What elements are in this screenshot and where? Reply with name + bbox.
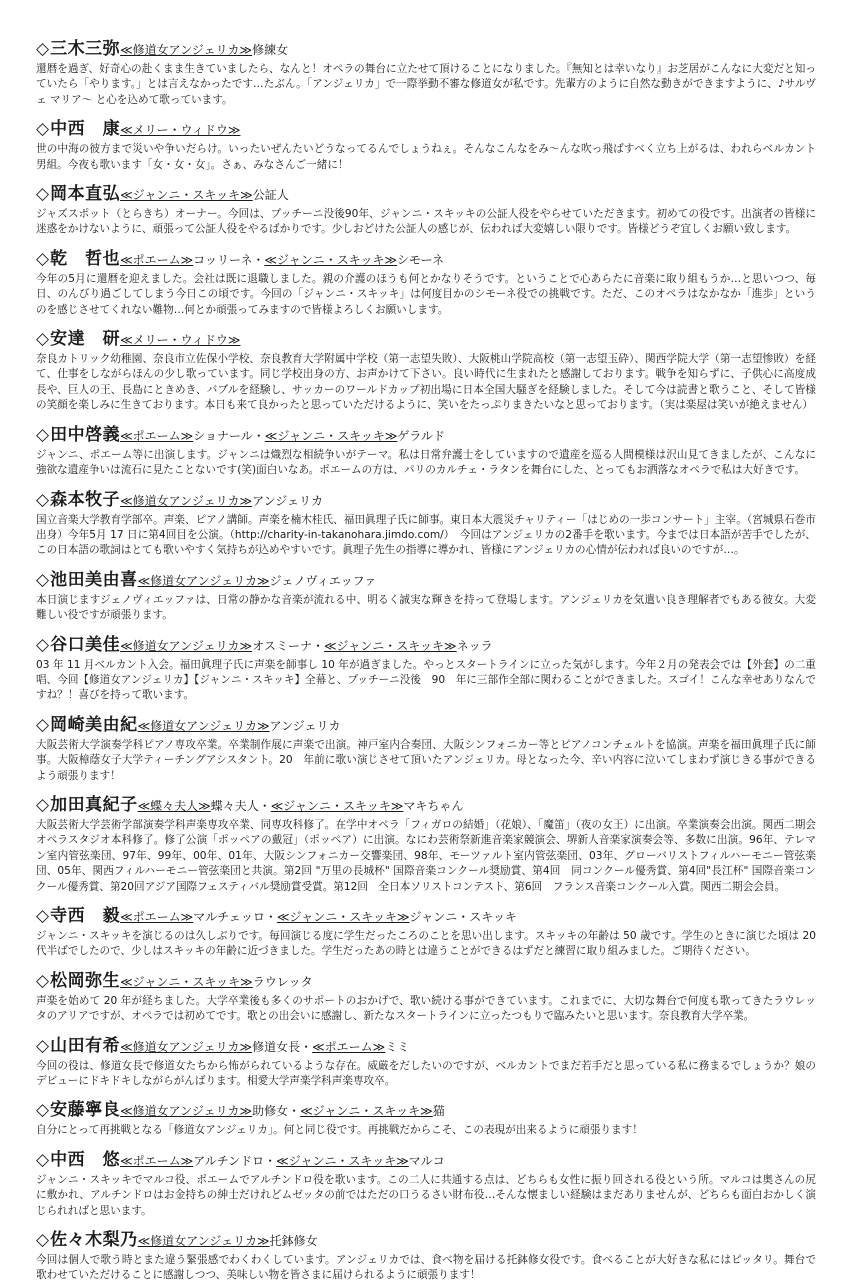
diamond-bullet-icon: ◇ [36,184,50,205]
opera-title: ≪ジャンニ・スキッキ≫ [270,798,404,813]
diamond-bullet-icon: ◇ [36,714,50,735]
performer-heading [36,248,816,271]
diamond-bullet-icon: ◇ [36,794,50,815]
performer-heading [36,489,816,512]
performer-name: 山田有希 [50,1035,121,1056]
performer-profile [36,794,816,895]
performer-heading [36,794,816,817]
opera-title: ≪修道女アンジェリカ≫ [137,1234,270,1249]
opera-title: ≪ポエーム≫ [120,252,194,267]
performer-name: 寺西 毅 [50,906,121,926]
diamond-bullet-icon: ◇ [36,39,50,59]
role-name: ジェノヴィエッファ [269,573,377,588]
performer-roles [120,975,313,989]
performer-roles [120,639,493,653]
role-name: マルチェッロ・ [193,910,277,924]
performer-heading [36,905,816,928]
opera-title: ≪修道女アンジェリカ≫ [137,573,270,588]
opera-title: ≪ジャンニ・スキッキ≫ [120,974,253,989]
diamond-bullet-icon: ◇ [36,119,50,140]
role-name: ジャンニ・スキッキ [409,910,518,924]
performer-name: 田中啓義 [50,424,121,445]
performer-heading [36,1229,816,1252]
performer-roles [138,574,377,588]
opera-title: ≪修道女アンジェリカ≫ [120,1039,253,1054]
performer-heading [36,328,816,351]
opera-title: ≪ジャンニ・スキッキ≫ [300,1104,433,1119]
role-name: コッリーネ・ [193,252,265,267]
performer-bio: 本日演じますジェノヴィエッファは、日常の静かな音楽が流れる中、明るく誠実な輝きを持って登場します。アンジェリカを気遣い良き理解者でもある彼女。大変難しい役ですが頑張ります。 [36,593,816,622]
performer-bio: 声楽を始めて 20 年が経ちました。大学卒業後も多くのサポートのおかげで、歌い続ける事ができています。これまでに、大切な舞台で何度も歌ってきたラウレッタのアリアですが、オペラでは初めてです。歌との出会いに感謝し、新たなスタートラインに立ったつもりで臨みたいと思います。奈良教育大学卒業。 [36,994,816,1023]
performer-bio: ジャズスポット（とらきち）オーナー。今回は、プッチーニ没後90年、ジャンニ・スキッキの公証人役をやらせていただきます。初めての役です。出演者の皆様に迷惑をかけないように、頑張って公証人役をやるばかりです。少しおどけた公証人の感じが、伝われば大変嬉しい限りです。皆様どうぞ宜しくお願い致します。 [36,208,816,236]
role-name: オスミーナ・ [252,638,324,653]
role-name: ネッラ [456,638,493,653]
performer-heading [36,118,816,141]
performer-bio: 大阪芸術大学芸術学部演奏学科声楽専攻卒業、同専攻科修了。在学中オペラ「フィガロの結婚」（花娘）、「魔笛」（夜の女王）に出演。卒業演奏会出演。関西二期会オペラスタジオ本科修了。修了公演「ポッペアの戴冠」（ポッペア）に出演。なにわ芸術祭新進音楽家競演会、堺新人音楽家演奏会等、多数に出演。96年、テレマン室内管弦楽団、97年、99年、00年、01年、大阪シンフォニカー交響楽団、98年、モーツァルト室内管弦楽団、03年、グローバリストフィルハーモニー管弦楽団、05年、関西フィルハーモニー管弦楽団と共演。第2回 "万里の長城杯" 国際音楽コンクール奨励賞、第4回 同コンクール優秀賞、第4回"長江杯" 国際音楽コンクール優秀賞、第20回アジア国際フェスティバル奨励賞受賞。第12回 全日本ソリストコンテスト、第6回 フランス音楽コンクール入賞。関西二期会会員。 [36,818,816,893]
performer-profile [36,1149,816,1219]
role-name: アルチンドロ・ [193,1153,277,1168]
performer-name: 中西 悠 [50,1149,121,1170]
performer-name: 佐々木梨乃 [50,1230,138,1251]
performer-name: 池田美由喜 [50,569,138,590]
performer-heading [36,183,816,206]
performer-name: 安藤寧良 [50,1100,121,1121]
performer-profile [36,1099,816,1138]
performer-roles [120,1040,409,1054]
role-name: アンジェリカ [269,718,341,733]
role-name: 助修女・ [252,1104,301,1119]
performer-name: 三木三弥 [50,39,121,59]
performer-profile [36,1229,816,1284]
performer-name: 乾 哲也 [50,248,121,269]
performer-roles [120,43,288,57]
performer-roles [138,719,341,733]
role-name: シモーネ [397,252,444,267]
diamond-bullet-icon: ◇ [36,329,50,350]
performer-roles [120,910,517,924]
performer-heading [36,1149,816,1172]
performer-profile [36,569,816,624]
performer-bio: 自分にとって再挑戦となる「修道女アンジェリカ」。何と同じ役です。再挑戦だからこそ、この表現が出来るように頑張ります！ [36,1124,643,1137]
profile-list [36,38,816,1284]
opera-title: ≪蝶々夫人≫ [137,798,211,813]
performer-name: 森本牧子 [50,489,121,510]
role-name: 猫 [432,1104,445,1119]
opera-title: ≪ジャンニ・スキッキ≫ [323,638,457,653]
opera-title: ≪メリー・ウィドウ≫ [120,333,241,348]
performer-bio: 世の中海の彼方まで災いや争いだらけ。いったいぜんたいどうなってるんでしょうねぇ。そんなこんなをみ～んな吹っ飛ばすべく立ち上がるは、われらベルカント男組。今夜も歌います「女・女・女」。さぁ、みなさんご一緒に！ [36,143,816,171]
performer-profile [36,183,816,238]
performer-profile [36,38,816,108]
performer-roles [120,1154,445,1168]
opera-title: ≪修道女アンジェリカ≫ [120,43,253,57]
opera-title: ≪修道女アンジェリカ≫ [120,638,253,653]
opera-title: ≪ポエーム≫ [312,1039,386,1054]
performer-bio: ジャンニ・スキッキを演じるのは久しぶりです。毎回演じる度に学生だったころのことを思い出します。スキッキの年齢は 50 歳です。学生のときに演じた頃は 20 代半ばでしたので、少しはスキッキの年齢に近づきました。学生だったあの時とは違うことができるはずだと練習に取り組みました。ご期待ください。 [36,930,816,958]
performer-name: 加田真紀子 [50,794,138,815]
performer-bio: 国立音楽大学教育学部卒。声楽、ピアノ講師。声楽を楠木桂氏、福田眞理子氏に師事。東日本大震災チャリティー「はじめの一歩コンサート」主宰。（宮城県石巻市出身）今年5月 17 日に第4回目を公演。（http://charity-in-takanohara.jimdo.com/） 今回はアンジェリカの2番手を歌います。今までは日本語が苦手でしたが、この日本語の歌詞はとても歌いやすく気持ちが込めやすいです。眞理子先生の指導に導かれ、皆様にアンジェリカの心情が伝われば良いのですが…。 [36,513,816,557]
opera-title: ≪ポエーム≫ [120,1153,194,1168]
opera-title: ≪ポエーム≫ [120,910,194,924]
opera-title: ≪ポエーム≫ [120,428,194,443]
performer-roles [138,799,464,813]
opera-title: ≪ジャンニ・スキッキ≫ [276,1153,409,1168]
performer-bio: 今年の5月に還暦を迎えました。会社は既に退職しました。親の介護のほうも何とかなりそうです。ということで心あらたに音楽に取り組もうか…と思いつつ、毎日、のんびり過ごしてしまう今日この頃です。今回の「ジャンニ・スキッキ」は何度目かのシモーネ役での挑戦です。ただ、このオペラはなかなか「進歩」というのを感じさせてくれない難物…何とか頑張ってみますので皆様よろしくお願いします。 [36,272,816,316]
performer-roles [138,1234,318,1248]
performer-bio: 奈良カトリック幼稚園、奈良市立佐保小学校、奈良教育大学附属中学校（第一志望失敗）、大阪桃山学院高校（第一志望玉砕）、関西学院大学（第一志望惨敗）を経て、仕事をしながらほんの少し歌っています。同じ学校出身の方、お声かけて下さい。良い時代に生まれたと感謝しております。戦争を知らずに、子供心に高度成長や、巨人の王、長島にときめき、バブルを経験し、サッカーのワールドカップ初出場に日本全国大騒ぎを経験しました。そして今は読書と歌うこと、そして皆様の笑顔を楽しみに生きております。本日も来て良かったと思っていただけるように、笑いをたっぷりまきたいなと思っております。（実は楽屋は笑いが絶えません） [36,353,816,412]
performer-heading [36,569,816,592]
performer-profile [36,1035,816,1090]
performer-name: 谷口美佳 [50,634,121,655]
role-name: アンジェリカ [252,493,323,508]
performer-profile [36,424,816,479]
role-name: 公証人 [252,188,289,203]
performer-profile [36,905,816,960]
performer-bio: 今回の役は、修道女長で修道女たちから怖がられているような存在。威厳をだしたいのですが、ベルカントでまだ若手だと思っている私に務まるでしょうか？娘のデビューにドキドキしながらがんばります。相愛大学声楽学科声楽専攻卒。 [36,1059,816,1088]
diamond-bullet-icon: ◇ [36,489,50,510]
role-name: ラウレッタ [252,974,313,989]
performer-roles [120,188,289,202]
role-name: 修練女 [252,43,289,57]
performer-profile [36,714,816,784]
diamond-bullet-icon: ◇ [36,1230,50,1251]
opera-title: ≪修道女アンジェリカ≫ [120,493,253,508]
performer-profile [36,634,816,704]
diamond-bullet-icon: ◇ [36,970,50,991]
role-name: ミミ [385,1039,410,1054]
performer-profile [36,328,816,414]
opera-title: ≪ジャンニ・スキッキ≫ [264,428,398,443]
diamond-bullet-icon: ◇ [36,906,50,926]
diamond-bullet-icon: ◇ [36,634,50,655]
performer-bio: 還暦を過ぎ、好奇心の赴くまま生きていましたら、なんと！オペラの舞台に立たせて頂けることになりました。『無知とは幸いなり』お芝居がこんなに大変だと知っていたら「やります。」とは言えなかったです…たぶん。「アンジェリカ」で一際挙動不審な修道女が私です。先輩方のように自然な動きができますように、♪サルヴェ マリア～ と心を込めて歌っています。 [36,63,816,106]
diamond-bullet-icon: ◇ [36,1149,50,1170]
performer-bio: 大阪芸術大学演奏学科ピアノ専攻卒業。卒業制作展に声楽で出演。神戸室内合奏団、大阪シンフォニカー等とピアノコンチェルトを協演。声楽を福田眞理子氏に師事。大阪樟蔭女子大学ティーチングアシスタント。20 年前に歌い演じさせて頂いたアンジェリカ。母となった今、辛い内容に泣いてしまわず演じきる事ができるよう頑張ります！ [36,738,816,782]
performer-heading [36,1035,816,1058]
diamond-bullet-icon: ◇ [36,1035,50,1056]
role-name: ショナール・ [193,428,265,443]
diamond-bullet-icon: ◇ [36,1100,50,1121]
performer-name: 岡崎美由紀 [50,714,138,735]
performer-bio: ジャンニ・スキッキでマルコ役、ポエームでアルチンドロ役を歌います。この二人に共通する点は、どちらも女性に振り回される役という所。マルコは奥さんの尻に敷かれ、アルチンドロはお金持ちの紳士だけれどムゼッタの前ではただの口うるさい財布役…そんな懐ましい経験はまだありませんが、どちらも面白おかしく演じられればと思います。 [36,1173,816,1217]
role-name: 修道女長・ [252,1039,313,1054]
role-name: 蝶々夫人・ [210,798,271,813]
performer-roles [120,253,444,267]
diamond-bullet-icon: ◇ [36,569,50,590]
performer-heading [36,970,816,993]
diamond-bullet-icon: ◇ [36,248,50,269]
opera-title: ≪修道女アンジェリカ≫ [137,718,270,733]
role-name: マルコ [408,1153,445,1168]
opera-title: ≪メリー・ウィドウ≫ [120,123,241,138]
performer-bio: 今回は個人で歌う時とまた違う緊張感でわくわくしています。アンジェリカでは、食べ物を届ける托鉢修女役です。食べることが大好きな私にはピッタリ。舞台で歌わせていただけることに感謝しつつ、美味しい物を皆さまに届けられるように頑張ります！ [36,1254,816,1282]
diamond-bullet-icon: ◇ [36,424,50,445]
performer-bio: 03 年 11 月ベルカント入会。福田眞理子氏に声楽を師事し 10 年が過ぎました。やっとスタートラインに立った気がします。今年２月の発表会では【外套】の二重唱、今回【修道女アンジェリカ】【ジャンニ・スキッキ】全幕と、プッチーニ没後 90 年に三部作全部に関わることができました。スゴイ！こんな幸せありなんですね？！喜びを持って歌います。 [36,658,816,702]
performer-heading [36,1099,816,1122]
opera-title: ≪ジャンニ・スキッキ≫ [120,188,253,203]
opera-title: ≪修道女アンジェリカ≫ [120,1104,253,1119]
performer-roles [120,333,240,347]
role-name: 托鉢修女 [269,1234,318,1249]
performer-heading [36,714,816,737]
performer-profile [36,489,816,559]
performer-name: 中西 康 [50,119,121,140]
performer-bio: ジャンニ、ポエーム等に出演します。ジャンニは熾烈な相続争いがテーマ。私は日常弁護士をしていますので遺産を巡る人間模様は沢山見てきましたが、こんなに強欲な遺産争いは流石に見たことないです(笑)面白いなあ。ポエームの方は、パリのカルチェ・ラタンを舞台にした、とってもお洒落なオペラで私は大好きです。 [36,448,816,477]
opera-title: ≪ジャンニ・スキッキ≫ [264,252,398,267]
role-name: マキちゃん [403,798,464,813]
performer-name: 松岡弥生 [50,970,121,991]
performer-profile [36,248,816,318]
performer-heading [36,634,816,657]
performer-profile [36,970,816,1025]
opera-title: ≪ジャンニ・スキッキ≫ [276,910,410,924]
performer-heading [36,424,816,447]
performer-name: 岡本直弘 [50,184,121,205]
performer-roles [120,123,240,137]
performer-roles [120,494,323,508]
performer-heading [36,38,816,61]
performer-roles [120,429,445,443]
role-name: ゲラルド [397,428,446,443]
performer-profile [36,118,816,173]
performer-roles [120,1104,445,1118]
performer-name: 安達 研 [50,329,121,350]
